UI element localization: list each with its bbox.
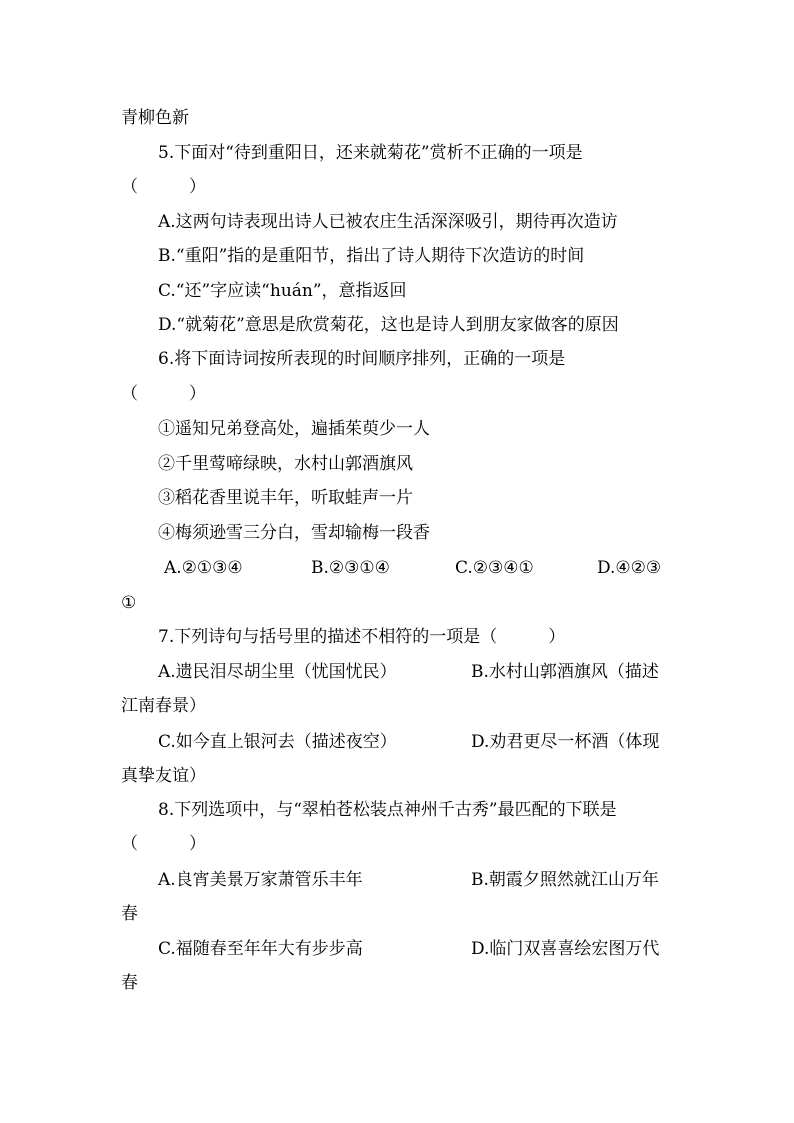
q7-option-b-wrap: 江南春景） [121,696,206,716]
q8-option-d: D.临门双喜喜绘宏图万代 [471,939,660,959]
q8-option-a: A.良宵美景万家萧管乐丰年 [158,870,363,890]
q7-option-c: C.如今直上银河去（描述夜空） [158,732,397,752]
q8-option-d-wrap: 春 [121,973,138,993]
q6-paren: （ ） [121,384,206,404]
q6-option-b: B.②③①④ [311,558,390,578]
q7-option-d-wrap: 真挚友谊） [121,766,206,786]
q5-stem: 5.下面对“待到重阳日，还来就菊花”赏析不正确的一项是 [158,143,583,163]
q8-option-b: B.朝霞夕照然就江山万年 [471,870,659,890]
q6-option-a: A.②①③④ [164,558,243,578]
q6-item-4: ④梅须逊雪三分白，雪却输梅一段香 [158,523,430,543]
q8-paren: （ ） [121,834,206,854]
q6-option-c: C.②③④① [455,558,534,578]
q6-option-d-wrap: ① [121,593,137,613]
q6-item-3: ③稻花香里说丰年，听取蛙声一片 [158,488,413,508]
q7-option-a: A.遗民泪尽胡尘里（忧国忧民） [158,662,397,682]
q7-option-d: D.劝君更尽一杯酒（体现 [471,732,660,752]
q8-option-b-wrap: 春 [121,904,138,924]
q5-paren: （ ） [121,177,206,197]
continuation-line: 青柳色新 [121,108,189,128]
q5-option-a: A.这两句诗表现出诗人已被农庄生活深深吸引，期待再次造访 [158,212,618,232]
q5-option-d: D.“就菊花”意思是欣赏菊花，这也是诗人到朋友家做客的原因 [158,315,619,335]
q7-option-b: B.水村山郭酒旗风（描述 [471,662,659,682]
q6-item-2: ②千里莺啼绿映，水村山郭酒旗风 [158,454,413,474]
q5-option-b: B.“重阳”指的是重阳节，指出了诗人期待下次造访的时间 [158,246,585,266]
q7-stem: 7.下列诗句与括号里的描述不相符的一项是（ ） [158,627,566,647]
q8-option-c: C.福随春至年年大有步步高 [158,939,363,959]
q6-item-1: ①遥知兄弟登高处，遍插茱萸少一人 [158,419,430,439]
q5-option-c: C.“还”字应读“huán”，意指返回 [158,281,407,301]
q6-option-d: D.④②③ [597,558,662,578]
q8-stem: 8.下列选项中，与“翠柏苍松装点神州千古秀”最匹配的下联是 [158,800,617,820]
q6-stem: 6.将下面诗词按所表现的时间顺序排列，正确的一项是 [158,349,566,369]
